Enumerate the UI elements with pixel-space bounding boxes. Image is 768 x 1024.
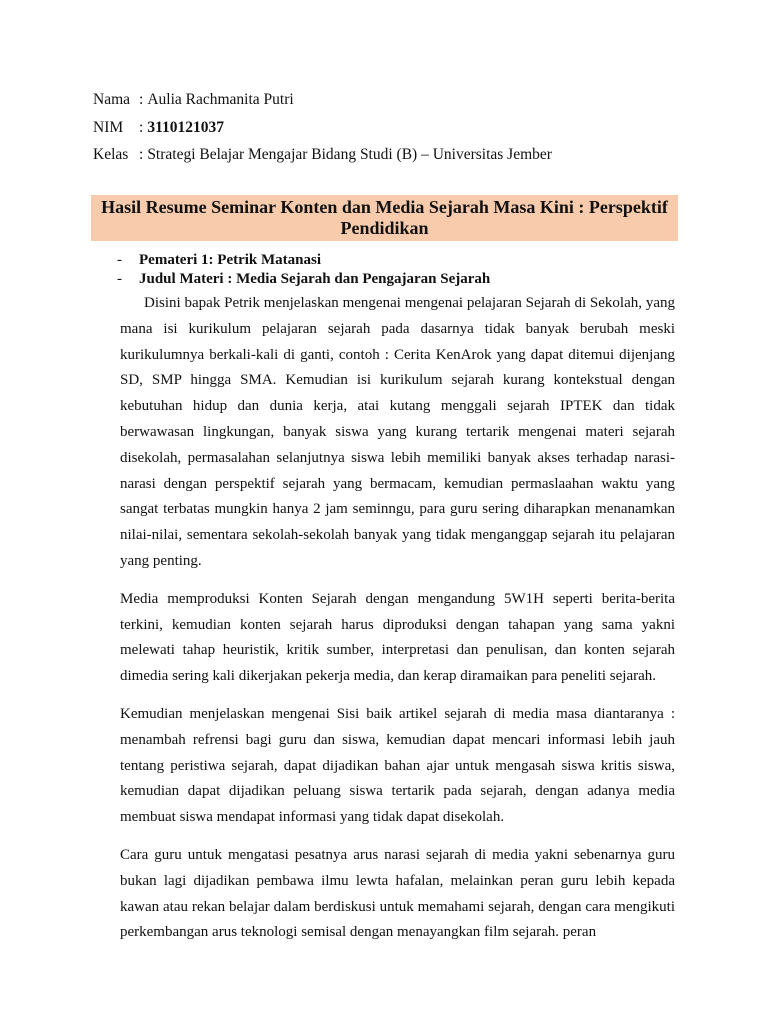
speaker-name: Pemateri 1: Petrik Matanasi [139,252,322,268]
document-title [91,195,678,241]
paragraph: Disini bapak Petrik menjelaskan mengenai mengenai pelajaran Sejarah di Sekolah, yang mana isi kurikulum pelajaran sejarah pada dasarnya tidak banyak berubah meski kurikulumnya berkali-kali di ganti, contoh : Cerita KenArok yang dapat ditemui dijenjang SD, SMP hingga SMA. Kemudian isi kurikulum sejarah kurang kontekstual dengan kebutuhan hidup dan dunia kerja, atai kutang menggali sejarah IPTEK dan tidak berwawasan lingkungan, banyak siswa yang kurang tertarik mengenai materi sejarah disekolah, permasalahan selanjutnya siswa lebih memiliki banyak akses terhadap narasi-narasi dengan perspektif sejarah yang bermacam, kemudian permaslaahan waktu yang sangat terbatas mungkin hanya 2 jam seminngu, para guru sering diharapkan menanamkan nilai-nilai, sementara sekolah-sekolah banyak yang tidak menganggap sejarah itu pelajaran yang penting. [120,295,675,569]
info-separator: : [139,91,144,108]
paragraph: Kemudian menjelaskan mengenai Sisi baik artikel sejarah di media masa diantaranya : menambah refrensi bagi guru dan siswa, kemudian dapat mencari informasi lebih jauh tentang peristiwa sejarah, dapat dijadikan bahan ajar untuk mengasah siswa kritis siswa, kemudian dapat dijadikan peluang siswa tertarik pada sejarah, dengan adanya media membuat siswa mendapat informasi yang tidak dapat disekolah. [120,705,675,826]
student-info [93,86,552,169]
info-label: Nama [93,91,131,108]
material-title: Judul Materi : Media Sejarah dan Pengajaran Sejarah [139,271,491,287]
bullet-dash: - [117,252,122,268]
paragraph: Media memproduksi Konten Sejarah dengan mengandung 5W1H seperti berita-berita terkini, kemudian konten sejarah harus diproduksi dengan tahapan yang sama yakni melewati tahap heuristik, kritik sumber, interpretasi dan penulisan, dan konten sejarah dimedia sering kali dikerjakan pekerja media, dan kerap diramaikan para peneliti sejarah. [120,590,675,685]
speaker-info-list [117,251,490,289]
title-line-1: Hasil Resume Seminar Konten dan Media Sejarah Masa Kini : Perspektif [101,197,668,217]
info-value-nim: 3110121037 [147,118,224,136]
info-value-class: Strategi Belajar Mengajar Bidang Studi (B) – Universitas Jember [147,146,552,163]
list-item [117,251,490,270]
body-text [120,291,675,958]
info-row-class [93,141,552,169]
info-value-name: Aulia Rachmanita Putri [147,91,294,108]
info-row-name [93,86,552,114]
title-line-2: Pendidikan [340,218,429,238]
bullet-dash: - [117,271,122,287]
list-item [117,270,490,289]
paragraph: Cara guru untuk mengatasi pesatnya arus narasi sejarah di media yakni sebenarnya guru bukan lagi dijadikan pembawa ilmu lewta hafalan, melainkan peran guru lebih kepada kawan atau rekan belajar dalam berdiskusi untuk memahami sejarah, dengan cara mengikuti perkembangan arus teknologi semisal dengan menayangkan film sejarah. peran [120,846,675,941]
info-separator: : [139,118,144,136]
info-row-nim [93,114,552,142]
info-label: NIM [93,118,124,136]
info-label: Kelas [93,146,129,163]
info-separator: : [139,146,144,163]
